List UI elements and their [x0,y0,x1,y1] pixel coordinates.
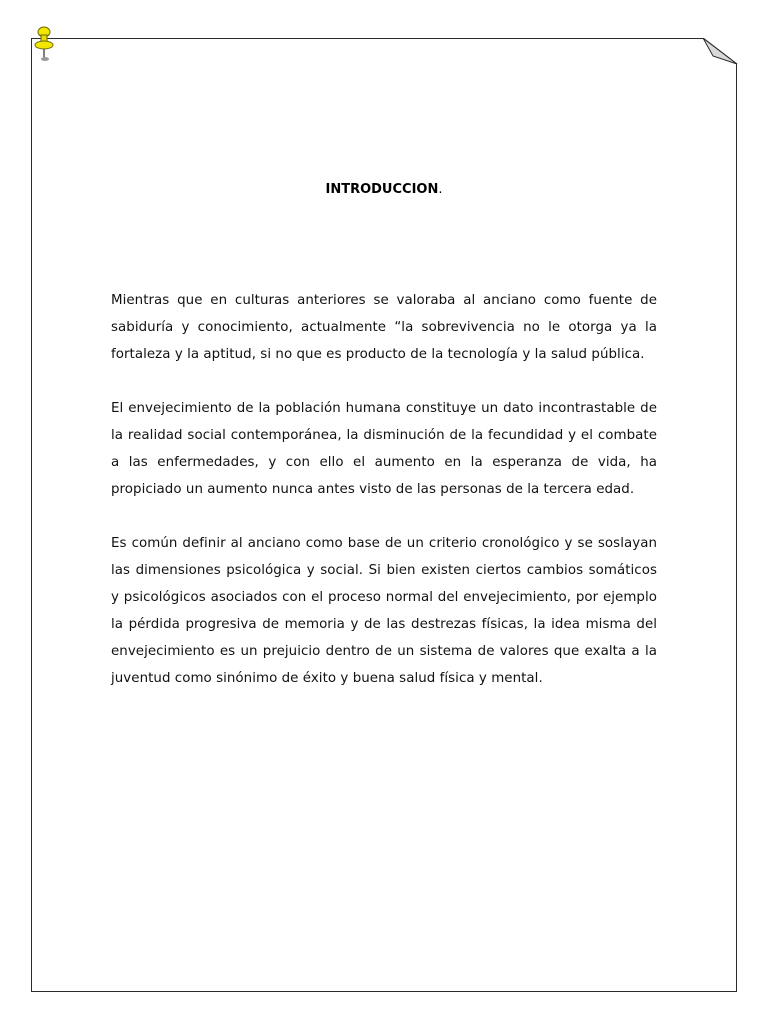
document-title [31,182,737,197]
pushpin-icon [32,26,56,62]
paragraph-3: Es común definir al anciano como base de un criterio cronológico y se soslayan las dimensiones psicológica y social. Si bien existen ciertos cambios somáticos y psicológicos asociados con el proceso normal del envejecimiento, por ejemplo la pérdida progresiva de memoria y de las destrezas físicas, la idea misma del envejecimiento es un prejuicio dentro de un sistema de valores que exalta a la juventud como sinónimo de éxito y buena salud física y mental. [111,536,657,686]
document-title-text: INTRODUCCION [325,182,439,197]
document-body [111,287,657,719]
document-title-period: . [438,182,443,197]
paragraph-1: Mientras que en culturas anteriores se valoraba al anciano como fuente de sabiduría y conocimiento, actualmente “la sobrevivencia no le otorga ya la fortaleza y la aptitud, si no que es producto de la tecnología y la salud pública. [111,293,657,362]
paragraph-2: El envejecimiento de la población humana constituye un dato incontrastable de la realidad social contemporánea, la disminución de la fecundidad y el combate a las enfermedades, y con ello el aumento en la esperanza de vida, ha propiciado un aumento nunca antes visto de las personas de la tercera edad. [111,401,657,497]
page-curl-icon [703,38,739,66]
